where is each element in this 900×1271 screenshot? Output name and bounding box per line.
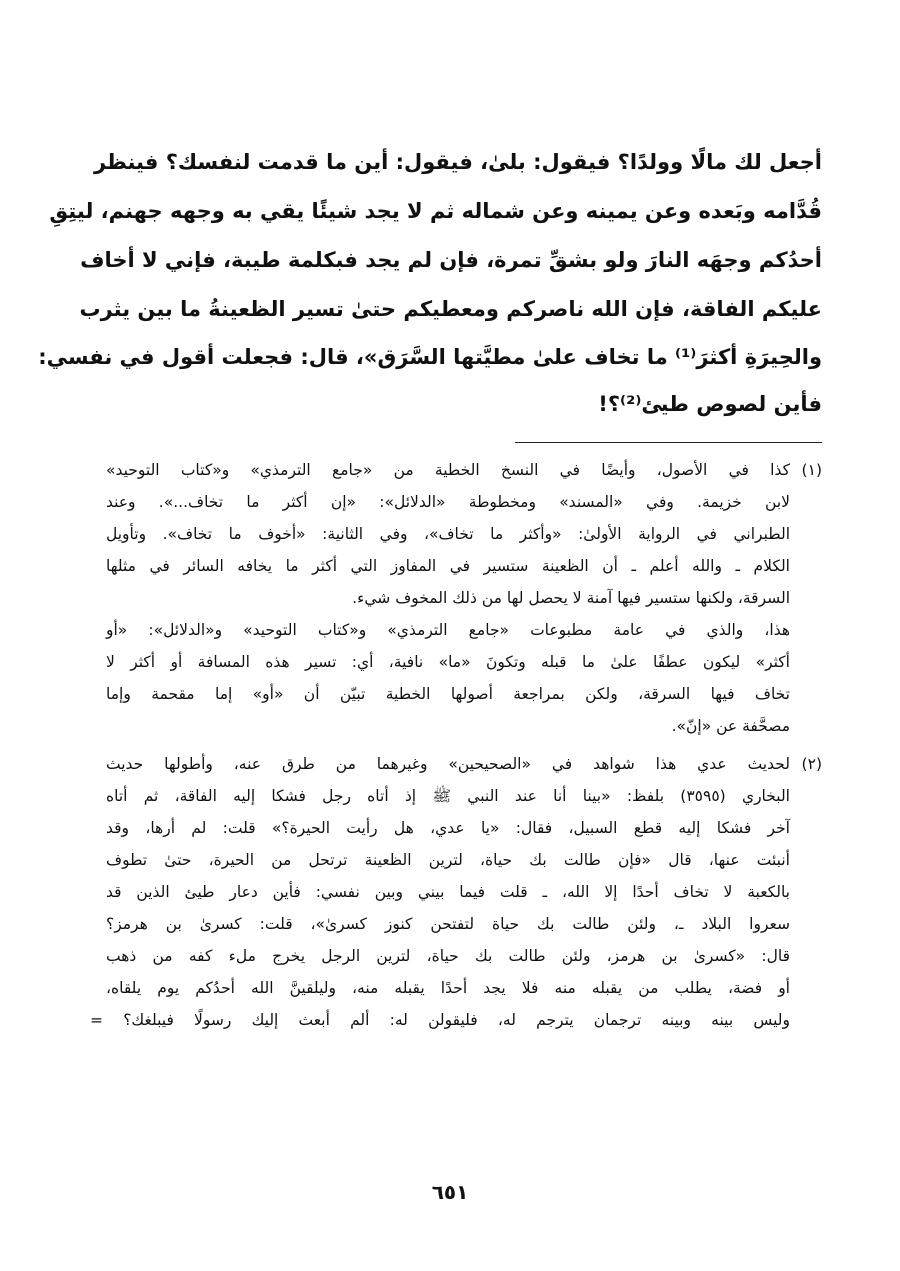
footnote-line: السرقة، ولكنها ستسير فيها آمنة لا يحصل لها من ذلك المخوف شيء.	[352, 589, 790, 607]
footnote-line: سعروا البلاد ـ، ولئن طالت بك حياة لتفتحن كنوز كسرىٰ»، قلت: كسرىٰ بن هرمز؟	[106, 915, 790, 933]
footnote-line: بالكعبة لا تخاف أحدًا إلا الله، ـ قلت فيما بيني وبين نفسي: فأين دعار طيئ الذين قد	[106, 883, 790, 901]
main-line: أحدُكم وجهَه النارَ ولو بشقِّ تمرة، فإن لم يجد فبكلمة طيبة، فإني لا أخاف	[80, 248, 822, 272]
footnote-number: (٢)	[801, 755, 822, 773]
footnote-line: هذا، والذي في عامة مطبوعات «جامع الترمذي» و«كتاب التوحيد» و«الدلائل»: «أو	[106, 621, 790, 639]
footnote-line: مصحَّفة عن «إنّ».	[671, 717, 790, 735]
main-line: والحِيرَةِ أكثرَ⁽¹⁾ ما تخاف علىٰ مطيَّتها السَّرَق»، قال: فجعلت أقول في نفسي:	[38, 345, 822, 369]
page-number: ٦٥١	[431, 1180, 469, 1204]
footnote-separator	[515, 442, 822, 443]
footnote-line: الطبراني في الرواية الأولىٰ: «وأكثر ما تخاف»، وفي الثانية: «أخوف ما تخاف». وتأويل	[106, 525, 790, 543]
footnote-line: تخاف فيها السرقة، ولكن بمراجعة أصولها الخطية تبيّن أن «أو» إما مقحمة وإما	[106, 685, 790, 703]
footnote-line: لابن خزيمة. وفي «المسند» ومخطوطة «الدلائل»: «إن أكثر ما تخاف...». وعند	[106, 493, 790, 511]
footnote-line: لحديث عدي هذا شواهد في «الصحيحين» وغيرهما من طرق عنه، وأطولها حديث	[106, 755, 790, 773]
main-line: قُدَّامه وبَعده وعن يمينه وعن شماله ثم لا يجد شيئًا يقي به وجهه جهنم، ليتِقِ	[49, 199, 822, 223]
footnote-line: كذا في الأصول، وأيضًا في النسخ الخطية من «جامع الترمذي» و«كتاب التوحيد»	[106, 461, 790, 479]
main-line: عليكم الفاقة، فإن الله ناصركم ومعطيكم حتىٰ تسير الظعينةُ ما بين يثرب	[79, 297, 822, 321]
main-line: أجعل لك مالًا وولدًا؟ فيقول: بلىٰ، فيقول: أين ما قدمت لنفسك؟ فينظر	[93, 150, 822, 174]
footnote-line: البخاري (٣٥٩٥) بلفظ: «بينا أنا عند النبي ﷺ إذ أتاه رجل فشكا إليه الفاقة، ثم أتاه	[106, 787, 790, 805]
main-line: فأين لصوص طيئ⁽²⁾؟!	[598, 392, 822, 416]
footnote-line: آخر فشكا إليه قطع السبيل، فقال: «يا عدي، هل رأيت الحيرة؟» قلت: لم أرها، وقد	[106, 819, 790, 837]
footnote-line: وليس بينه وبينه ترجمان يترجم له، فليقولن له: ألم أبعث إليك رسولًا فيبلغك؟ =	[90, 1011, 790, 1029]
footnote-line: الكلام ـ والله أعلم ـ أن الظعينة ستسير في المفاوز التي أكثر ما يخافه السائر في مثلها	[106, 557, 790, 575]
footnote-line: قال: «كسرىٰ بن هرمز، ولئن طالت بك حياة، لترين الرجل يخرج ملء كفه من ذهب	[106, 947, 790, 965]
footnote-line: أو فضة، يطلب من يقبله منه فلا يجد أحدًا يقبله منه، وليلقينَّ الله أحدُكم يوم يلقاه،	[106, 979, 790, 997]
footnote-number: (١)	[801, 461, 822, 479]
footnote-line: أنبئت عنها، قال «فإن طالت بك حياة، لترين الظعينة ترتحل من الحيرة، حتىٰ تطوف	[106, 851, 790, 869]
footnote-line: أكثر» ليكون عطفًا علىٰ ما قبله وتكونَ «ما» نافية، أي: تسير هذه المسافة أو أكثر لا	[106, 653, 790, 671]
